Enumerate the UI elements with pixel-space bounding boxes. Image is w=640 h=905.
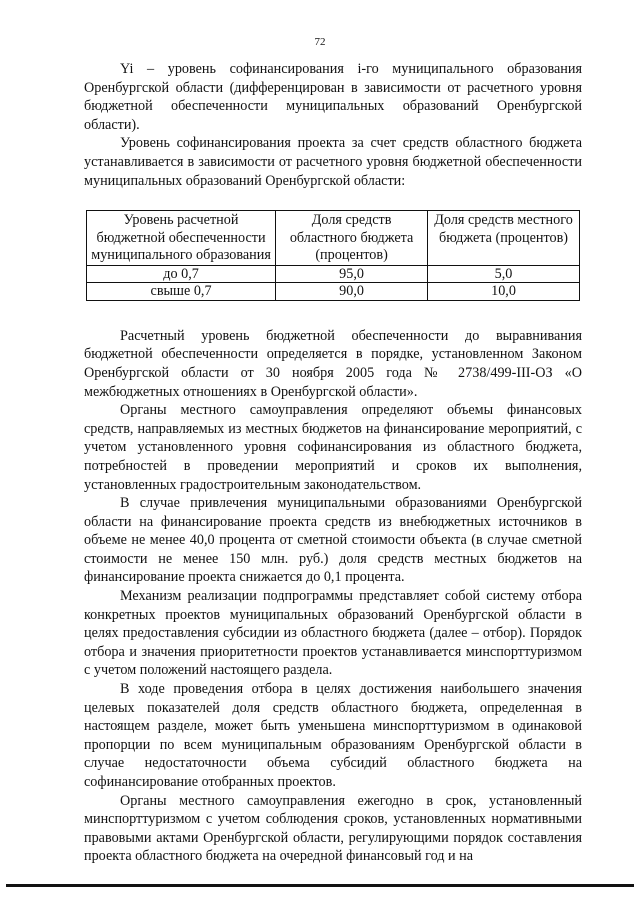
paragraph: В случае привлечения муниципальными образованиями Оренбургской области на финансирование проекта средств из внебюджетных источников в объеме не менее 40,0 процента от сметной стоимости объекта (в случае сметной стоимости не менее 150 млн. руб.) доля средств местных бюджетов на финансирование проекта снижается до 0,1 процента. — [84, 495, 582, 586]
table-row — [87, 265, 580, 282]
table-row — [87, 283, 580, 300]
table-cell: 10,0 — [428, 283, 580, 300]
paragraph: Уровень софинансирования проекта за счет средств областного бюджета устанавливается в зависимости от расчетного уровня бюджетной обеспеченности муниципальных образований Оренбургской области: — [84, 135, 582, 189]
table-cell: свыше 0,7 — [87, 283, 276, 300]
paragraph: В ходе проведения отбора в целях достижения наибольшего значения целевых показателей доля средств областного бюджета, определенная в настоящем разделе, может быть уменьшена минспорттуризмом в одинаковой пропорции по всем муниципальным образованиям Оренбургской области в случае недостаточности объема субсидий областного бюджета на софинансирование отобранных проектов. — [84, 681, 582, 790]
table-cell: 5,0 — [428, 265, 580, 282]
table-header-cell: Уровень расчетной бюджетной обеспеченности муниципального образования — [87, 211, 276, 266]
paragraph: Органы местного самоуправления ежегодно в срок, установленный минспорттуризмом с учетом соблюдения сроков, установленных нормативными правовыми актами Оренбургской области, регулирующими порядок составления проекта областного бюджета на очередной финансовый год и на — [84, 792, 582, 865]
cofinancing-table-wrapper — [84, 210, 582, 301]
table-header-cell: Доля средств местного бюджета (процентов) — [428, 211, 580, 266]
cofinancing-table — [86, 210, 580, 301]
paragraph: Органы местного самоуправления определяют объемы финансовых средств, направляемых из местных бюджетов на финансирование мероприятий, с учетом установленного уровня софинансирования из областного бюджета, потребностей в проведении мероприятий и сроков их выполнения, установленных градостроительным законодательством. — [84, 402, 582, 493]
paragraph: Yi – уровень софинансирования i-го муниципального образования Оренбургской области (дифференцирован в зависимости от расчетного уровня бюджетной обеспеченности муниципальных образований Оренбургской области). — [84, 61, 582, 133]
table-header-cell: Доля средств областного бюджета (процентов) — [276, 211, 428, 266]
table-header-row — [87, 211, 580, 266]
bottom-scan-border — [6, 884, 634, 887]
table-cell: до 0,7 — [87, 265, 276, 282]
page-number: 72 — [314, 36, 326, 48]
paragraph: Механизм реализации подпрограммы представляет собой систему отбора конкретных проектов муниципальных образований Оренбургской области в целях предоставления субсидии из областного бюджета (далее – отбор). Порядок отбора и значения приоритетности проектов устанавливается минспорттуризмом с учетом положений настоящего раздела. — [84, 588, 582, 679]
table-cell: 90,0 — [276, 283, 428, 300]
table-cell: 95,0 — [276, 265, 428, 282]
paragraph: Расчетный уровень бюджетной обеспеченности до выравнивания бюджетной обеспеченности определяется в порядке, установленном Законом Оренбургской области от 30 ноября 2005 года № 2738/499-III-ОЗ «О межбюджетных отношениях в Оренбургской области». — [84, 327, 582, 400]
document-body — [84, 60, 582, 866]
